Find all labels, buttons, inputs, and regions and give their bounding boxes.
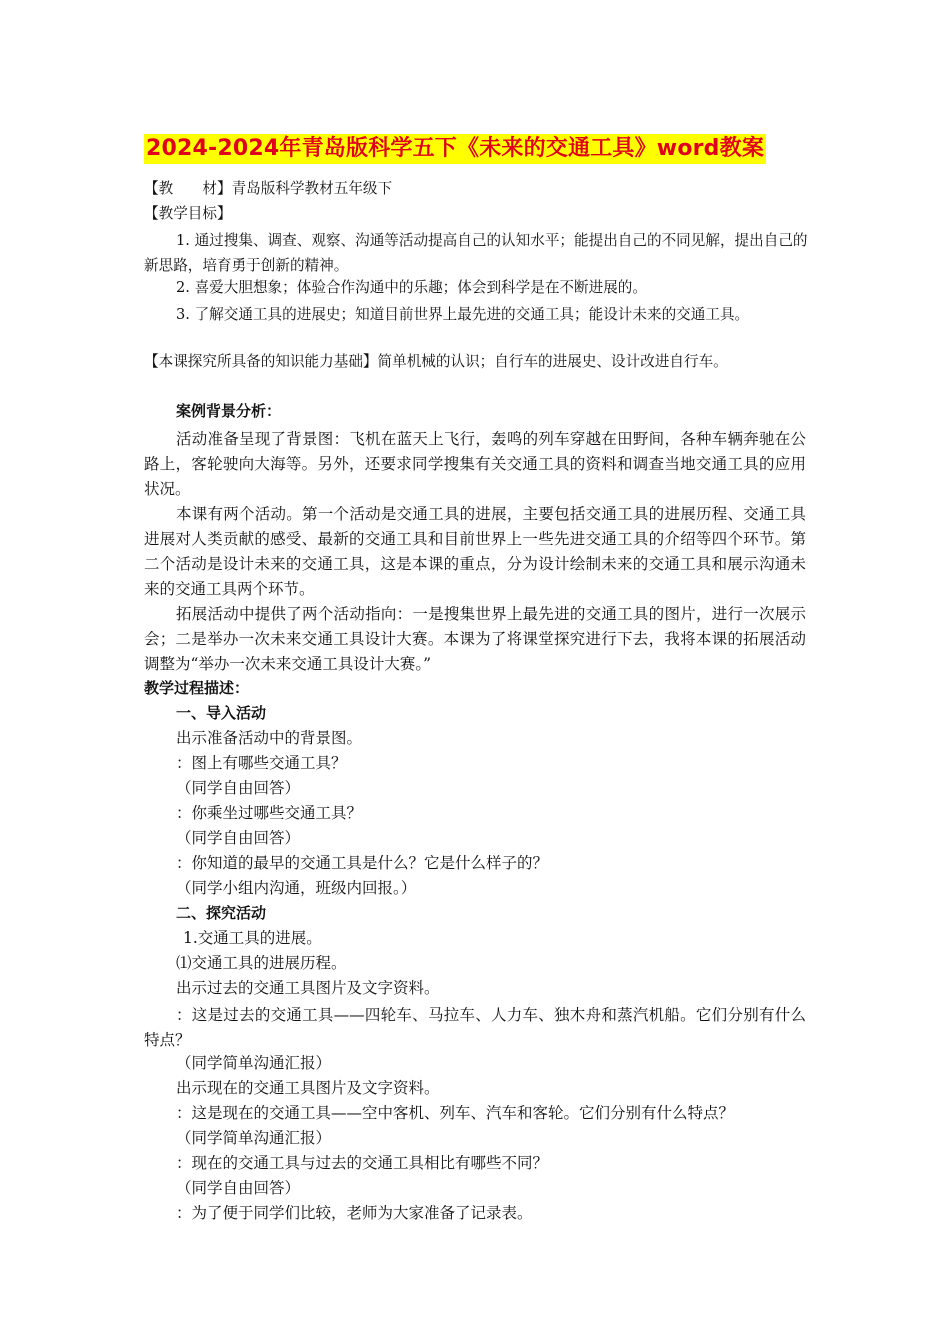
title-block [144,134,766,164]
goal-1: 1. 通过搜集、调查、观察、沟通等活动提高自己的认知水平；能提出自己的不同见解，提出自己的新思路，培育勇于创新的精神。 [144,232,808,274]
part2-item: 出示现在的交通工具图片及文字资料。 [176,1079,440,1097]
part1-item: （同学自由回答） [176,829,301,847]
background-paragraph-1: 活动准备呈现了背景图：飞机在蓝天上飞行，轰鸣的列车穿越在田野间，各种车辆奔驰在公路上，客轮驶向大海等。另外，还要求同学搜集有关交通工具的资料和调查当地交通工具的应用状况。 [144,430,806,498]
part2-item: ：这是现在的交通工具——空中客机、列车、汽车和客轮。它们分别有什么特点？ [176,1104,735,1122]
goals-heading: 【教学目标】 [144,205,232,222]
goal-2: 2. 喜爱大胆想象；体验合作沟通中的乐趣；体会到科学是在不断进展的。 [176,279,647,296]
process-heading: 教学过程描述： [144,679,250,697]
background-paragraph-3: 拓展活动中提供了两个活动指向：一是搜集世界上最先进的交通工具的图片，进行一次展示会；二是举办一次未来交通工具设计大赛。本课为了将课堂探究进行下去，我将本课的拓展活动调整为“举办一次未来交通工具设计大赛。” [144,605,806,673]
part1-item: ：你知道的最早的交通工具是什么？它是什么样子的？ [176,854,549,872]
part2-item: （同学简单沟通汇报） [176,1129,332,1147]
background-heading: 案例背景分析： [176,402,282,420]
part2-item: 出示过去的交通工具图片及文字资料。 [176,979,440,997]
part2-question: ：这是过去的交通工具——四轮车、马拉车、人力车、独木舟和蒸汽机船。它们分别有什么特点？ [144,1006,806,1049]
textbook-line: 【教 材】青岛版科学教材五年级下 [144,180,393,197]
document-title: 2024-2024年青岛版科学五下《未来的交通工具》word教案 [144,134,766,164]
part1-item: ：你乘坐过哪些交通工具？ [176,804,363,822]
background-paragraph-2: 本课有两个活动。第一个活动是交通工具的进展，主要包括交通工具的进展历程、交通工具进展对人类贡献的感受、最新的交通工具和目前世界上一些先进交通工具的介绍等四个环节。第二个活动是设计未来的交通工具，这是本课的重点，分为设计绘制未来的交通工具和展示沟通未来的交通工具两个环节。 [144,505,806,598]
part2-heading: 二、探究活动 [176,904,267,922]
part2-item: ：现在的交通工具与过去的交通工具相比有哪些不同？ [176,1154,549,1172]
part2-item: （同学自由回答） [176,1179,301,1197]
part1-item: 出示准备活动中的背景图。 [176,729,363,747]
part2-item: （同学简单沟通汇报） [176,1054,332,1072]
goal-3: 3. 了解交通工具的进展史；知道目前世界上最先进的交通工具；能设计未来的交通工具。 [176,306,750,323]
part1-item: ：图上有哪些交通工具？ [176,754,347,772]
part1-item: （同学小组内沟通，班级内回报。） [176,879,417,897]
part2-subheading: ⑴交通工具的进展历程。 [176,954,347,972]
part1-item: （同学自由回答） [176,779,301,797]
prerequisite-line: 【本课探究所具备的知识能力基础】简单机械的认识；自行车的进展史、设计改进自行车。 [144,353,728,370]
part2-subheading: 1.交通工具的进展。 [183,929,322,947]
part1-heading: 一、导入活动 [176,704,267,722]
part2-item: ：为了便于同学们比较，老师为大家准备了记录表。 [176,1204,533,1222]
